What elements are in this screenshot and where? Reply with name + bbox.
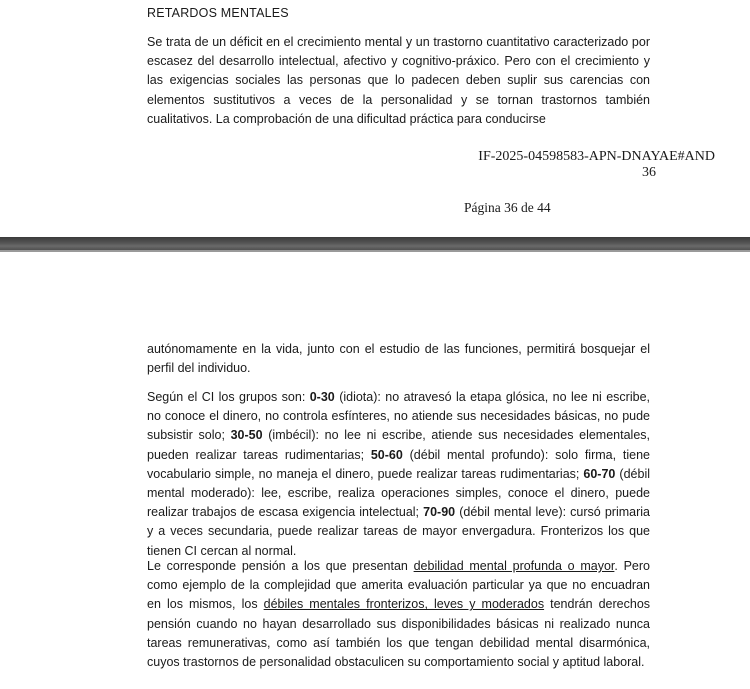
pension-text-3: tendrán derechos pensión cuando no hayan desarrollado sus disponibilidades básicas ni realizado nunca tareas remunerativas, como así también los que tengan debilidad mental disarmónica, cuyos trastornos de personalidad obstaculicen su comportamiento social y aptitud laboral. (147, 597, 651, 670)
page-number: Página 36 de 44 (464, 200, 551, 215)
ci-group-profundo: (débil mental profundo): solo firma, tiene vocabulario simple, no maneja el dinero, puede realizar tareas rudimentarias; (147, 447, 650, 481)
ci-group-leve: (débil mental leve): cursó primaria y a veces secundaria, puede realizar tareas de mayor envergadura. Fronterizos los que tienen CI cercan al normal. (147, 505, 650, 558)
ci-range-50-60: 50-60 (370, 447, 403, 462)
section-heading: RETARDOS MENTALES (147, 6, 289, 20)
ci-range-70-90: 70-90 (423, 505, 456, 520)
ci-intro: Según el CI los grupos son: (147, 390, 310, 404)
document-number: 36 (642, 165, 656, 180)
underlined-fronterizos: débiles mentales fronterizos, leves y moderados (263, 597, 545, 612)
continuation-paragraph: autónomamente en la vida, junto con el estudio de las funciones, permitirá bosquejar el perfil del individuo. (147, 342, 650, 376)
ci-range-30-50: 30-50 (230, 428, 263, 443)
ci-range-0-30: 0-30 (309, 390, 335, 404)
document-reference (478, 149, 715, 181)
intro-paragraph: Se trata de un déficit en el crecimiento mental y un trastorno cuantitativo caracterizado por escasez del desarrollo intelectual, afectivo y cognitivo-práxico. Pero con el crecimiento y las exigencias sociales las personas que lo padecen deben suplir sus carencias con elementos sustitutivos a veces de la personalidad y se tornan trastornos también cualitativos. La comprobación de una dificultad práctica para conducirse (147, 35, 650, 126)
document-id: IF-2025-04598583-APN-DNAYAE#AND (478, 149, 715, 164)
pension-text-1: Le corresponde pensión a los que presentan (147, 559, 414, 573)
ci-groups-paragraph (147, 388, 650, 561)
page-36 (0, 0, 750, 237)
ci-group-idiota: (idiota): no atravesó la etapa glósica, no lee ni escribe, no conoce el dinero, no controla esfínteres, no atiende sus necesidades básicas, no pude subsistir solo; (147, 390, 650, 443)
pension-paragraph (147, 557, 650, 672)
ci-group-imbecil: (imbécil): no lee ni escribe, atiende sus necesidades elementales, pueden realizar tareas rudimentarias; (147, 428, 650, 462)
pension-text-2: . Pero como ejemplo de la complejidad que amerita evaluación particular ya que no encuadran en los mismos, los (147, 559, 650, 612)
ci-group-moderado: (débil mental moderado): lee, escribe, realiza operaciones simples, conoce el dinero, puede realizar trabajos de escasa exigencia intelectual; (147, 466, 650, 520)
ci-range-60-70: 60-70 (583, 466, 616, 481)
underlined-profunda: debilidad mental profunda o mayor (413, 559, 615, 573)
